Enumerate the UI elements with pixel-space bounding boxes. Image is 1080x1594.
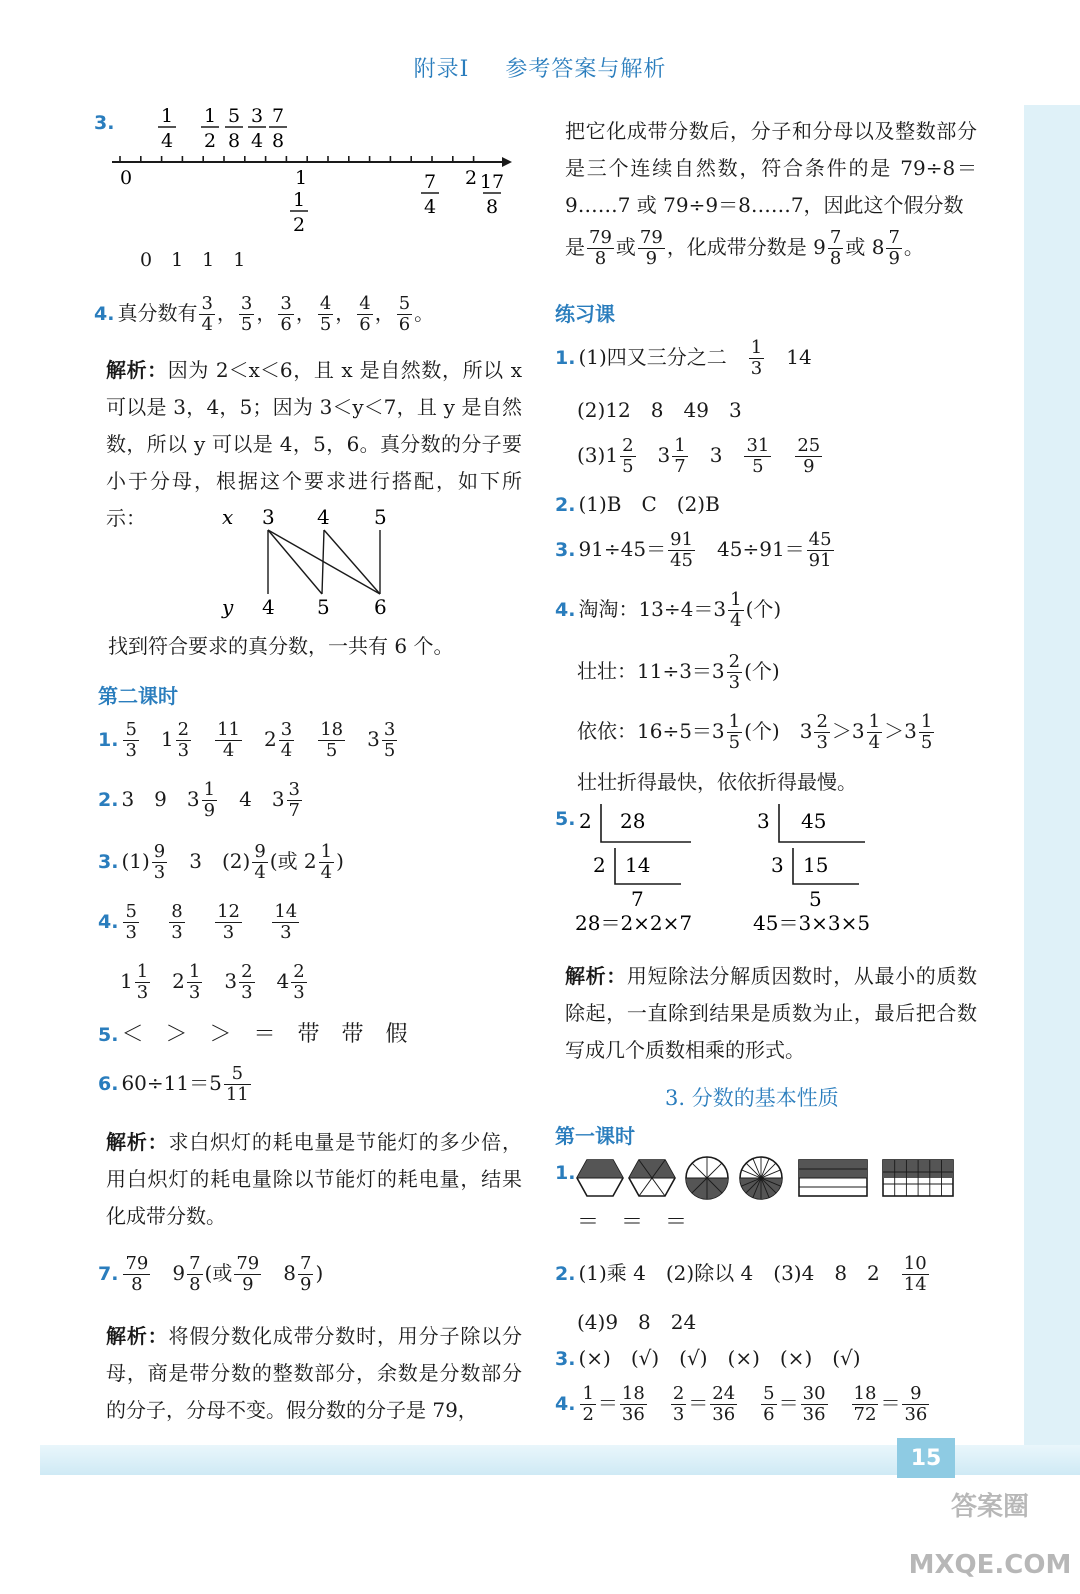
svg-text:2: 2 [593, 853, 606, 877]
svg-text:3: 3 [262, 505, 275, 529]
q4-fraction: $\frac{3}{4}$ [201, 293, 213, 335]
header-title: 参考答案与解析 [505, 57, 667, 82]
short-division [575, 800, 975, 935]
q4-analysis: 解析：因为 2＜x＜6，且 x 是自然数，所以 x 可以是 3，4，5；因为 3＜y＜7，且 y 是自然数，所以 y 可以是 4，5，6。真分数的分子要小于分母，根据这个要求进行搭配，如下所示： [106, 358, 522, 530]
svg-text:2: 2 [579, 809, 592, 833]
q4-fraction: $\frac{3}{6}$ [280, 293, 292, 335]
label-one: 1 [295, 167, 308, 189]
svg-text:4: 4 [262, 595, 275, 619]
svg-text:7: 7 [631, 887, 644, 911]
p3: 3. 91÷45＝ $\frac{91}{45}$ 45÷91＝ $\frac{45}{91}$ [555, 529, 832, 571]
l2-q1: 1. $\frac{5}{3}$ 1 $\frac{2}{3}$ $\frac{11}{4}$ 2 $\frac{3}{4}$ $\frac{18}{5}$ 3 $\frac{3}{5}$ [98, 719, 396, 761]
svg-text:5: 5 [374, 505, 387, 529]
svg-text:4: 4 [317, 505, 330, 529]
hexagon-2-shaded [629, 1160, 675, 1178]
bottom-frac-2-den: 8 [485, 196, 499, 218]
top-frac-2-num: 5 [227, 105, 241, 127]
top-frac-0-num: 1 [160, 105, 174, 127]
watermark-logo: 答案圈 MXQE.COM [908, 1492, 1072, 1580]
svg-text:14: 14 [625, 853, 651, 877]
p1-line2: (2)12 8 49 3 [577, 398, 742, 422]
top-frac-3-num: 3 [250, 105, 264, 127]
top-frac-2-den: 8 [227, 130, 241, 152]
svg-text:6: 6 [374, 595, 387, 619]
p5-analysis: 解析：用短除法分解质因数时，从最小的质数除起，一直除到结果是质数为止，最后把合数写成几个质数相乘的形式。 [565, 964, 978, 1062]
svg-text:28＝2×2×7: 28＝2×2×7 [575, 911, 693, 935]
fraction-shapes [577, 1156, 977, 1204]
page-header [0, 52, 1080, 83]
lesson1-title: 第一课时 [555, 1124, 635, 1148]
p2: 2. (1)B C (2)B [555, 492, 720, 516]
q7-analysis-cont2: 是 $\frac{79}{8}$ 或 $\frac{79}{9}$ ，化成带分数是 9 $\frac{7}{8}$ 或 8 $\frac{7}{9}$ 。 [565, 227, 924, 269]
pairing-diagram [222, 504, 422, 619]
svg-text:y: y [222, 595, 234, 619]
q4-fraction: $\frac{4}{5}$ [319, 293, 332, 335]
p4-line1: 4. 淘淘：13÷4＝3 $\frac{1}{4}$ (个) [555, 589, 782, 631]
bottom-frac-1-den: 4 [423, 196, 437, 218]
q3-number: 3. [94, 112, 115, 134]
top-frac-4-den: 8 [271, 130, 285, 152]
top-fractions [158, 105, 287, 152]
l2-q5: 5. ＜ ＞ ＞ ＝ 带 带 假 [98, 1022, 408, 1047]
axis-arrow [502, 157, 512, 167]
p4-line3: 依依：16÷5＝3 $\frac{1}{5}$ (个) 3 $\frac{2}{3}$ ＞3 $\frac{1}{4}$ ＞3 $\frac{1}{5}$ [577, 711, 933, 753]
q7-analysis: 解析：将假分数化成带分数时，用分子除以分母，商是带分数的整数部分，余数是分数部分的分子，分母不变。假分数的分子是 79， [106, 1324, 523, 1422]
svg-text:28: 28 [620, 809, 646, 833]
svg-text:5: 5 [317, 595, 330, 619]
l2-q3: 3. (1) $\frac{9}{3}$ 3 (2) $\frac{9}{4}$ (或 2 $\frac{1}{4}$ ) [98, 841, 344, 883]
bottom-frac-2-num: 17 [479, 171, 505, 193]
l2-q6: 6. 60÷11＝5 $\frac{5}{11}$ [98, 1063, 249, 1105]
l2-q7: 7. $\frac{79}{8}$ 9 $\frac{7}{8}$ (或 $\frac{79}{9}$ 8 $\frac{7}{9}$ ) [98, 1253, 324, 1295]
top-frac-3-den: 4 [250, 130, 264, 152]
label-zero: 0 [120, 167, 133, 189]
side-band [1024, 105, 1080, 1445]
top-frac-1-num: 1 [203, 105, 217, 127]
label-two: 2 [465, 167, 478, 189]
svg-text:3: 3 [757, 809, 770, 833]
q7-analysis-cont: 把它化成带分数后，分子和分母以及整数部分是三个连续自然数，符合条件的是 79÷8＝9……7 或 79÷9＝8……7，因此这个假分数 [565, 119, 977, 217]
bottom-frac-0-num: 1 [292, 189, 306, 211]
l2-q4: 4. $\frac{5}{3}$ $\frac{8}{3}$ $\frac{12}{3}$ $\frac{14}{3}$ [98, 901, 298, 943]
l2-q4-mixed: 1 $\frac{1}{3}$ 2 $\frac{1}{3}$ 3 $\frac{2}{3}$ 4 $\frac{2}{3}$ [120, 961, 305, 1003]
top-frac-1-den: 2 [203, 130, 217, 152]
chapter-title: 3. 分数的基本性质 [665, 1086, 839, 1110]
practice-title: 练习课 [555, 302, 615, 326]
q4-fraction: $\frac{4}{6}$ [359, 293, 371, 335]
p5-number: 5. [555, 808, 576, 830]
q4-fraction: $\frac{3}{5}$ [240, 293, 253, 335]
c2-line1: 2. (1)乘 4 (2)除以 4 (3)4 8 2 $\frac{10}{14}$ [555, 1253, 927, 1295]
svg-text:45: 45 [801, 809, 827, 833]
hexagon-shaded [577, 1160, 623, 1178]
header-appendix: 附录Ⅰ [413, 57, 470, 82]
q3-answers: 0 1 1 1 [140, 249, 246, 271]
c1-equals: ＝ ＝ ＝ [577, 1210, 688, 1235]
bottom-frac-1-num: 7 [423, 171, 437, 193]
p1-line1: 1. (1)四又三分之二 $\frac{1}{3}$ 14 [555, 337, 812, 379]
q4-fraction: $\frac{5}{6}$ [398, 293, 411, 335]
c3: 3. (×) (√) (√) (×) (×) (√) [555, 1346, 861, 1370]
svg-text:45＝3×3×5: 45＝3×3×5 [753, 911, 871, 935]
top-frac-4-num: 7 [271, 105, 285, 127]
c1-number: 1. [555, 1162, 576, 1184]
svg-text:5: 5 [809, 887, 822, 911]
svg-text:15: 15 [803, 853, 829, 877]
top-frac-0-den: 4 [160, 130, 174, 152]
lesson2-title: 第二课时 [98, 684, 178, 708]
bottom-frac-0-den: 2 [292, 214, 306, 236]
p4-line2: 壮壮：11÷3＝3 $\frac{2}{3}$ (个) [577, 651, 780, 693]
p4-line4: 壮壮折得最快，依依折得最慢。 [577, 770, 857, 794]
svg-text:3: 3 [771, 853, 784, 877]
p1-line3: (3)1 $\frac{2}{5}$ 3 $\frac{1}{7}$ 3 $\frac{31}{5}$ $\frac{25}{9}$ [577, 435, 821, 477]
c4: 4. $\frac{1}{2}$ ＝ $\frac{18}{36}$ $\frac{2}{3}$ ＝ $\frac{24}{36}$ $\frac{5}{6}$ ＝ $\frac{30}{36}$ $\frac{18}{72}$ ＝ $\frac{9}{36}$ [555, 1383, 928, 1425]
page-number: 15 [897, 1438, 955, 1478]
svg-text:x: x [222, 505, 234, 529]
c2-line2: (4)9 8 24 [577, 1310, 697, 1334]
q4-conclusion: 找到符合要求的真分数，一共有 6 个。 [108, 634, 454, 658]
number-line [112, 106, 532, 236]
q4-line: 4. 真分数有 $\frac{3}{4}$ ， $\frac{3}{5}$ ， $\frac{3}{6}$ ， $\frac{4}{5}$ ， $\frac{4}{6}$ ， $\frac{5}{6}$ 。 [94, 293, 435, 335]
q6-analysis: 解析：求白炽灯的耗电量是节能灯的多少倍，用白炽灯的耗电量除以节能灯的耗电量，结果化成带分数。 [106, 1130, 523, 1228]
l2-q2: 2. 3 9 3 $\frac{1}{9}$ 4 3 $\frac{3}{7}$ [98, 779, 300, 821]
